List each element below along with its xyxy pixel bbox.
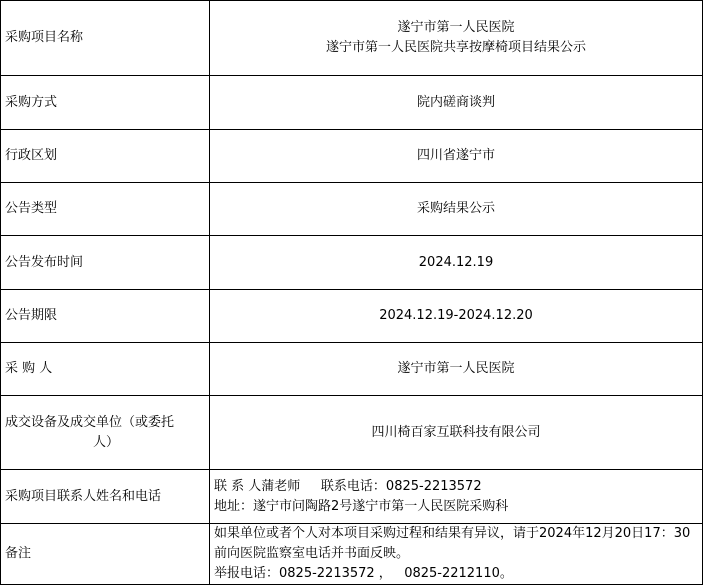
remarks-objection-text: 如果单位或者个人对本项目采购过程和结果有异议，请于2024年12月20日17：30前向医院监察室电话并书面反映。: [214, 526, 691, 561]
row-value-notice-type: 采购结果公示: [210, 183, 703, 236]
project-name-line-1: 遂宁市第一人民医院: [397, 20, 515, 35]
table-row: [1, 290, 703, 343]
row-value-project-name: [210, 1, 703, 76]
remarks-hotline: 举报电话：0825-2213572 ， 0825-2212110。: [214, 566, 513, 581]
row-label-region: 行政区划: [1, 130, 210, 183]
winning-supplier-label-line-1: 成交设备及成交单位（或委托: [5, 414, 175, 430]
row-value-publish-time: 2024.12.19: [210, 236, 703, 290]
table-row: [1, 1, 703, 76]
contact-line-1: 联 系 人蒲老师 联系电话：0825-2213572: [214, 478, 482, 494]
table-row: [1, 130, 703, 183]
row-label-contact: 采购项目联系人姓名和电话: [1, 470, 210, 524]
table-row: [1, 524, 703, 585]
table-row: [1, 396, 703, 470]
row-label-notice-period: 公告期限: [1, 290, 210, 343]
table-row: [1, 470, 703, 524]
row-value-region: 四川省遂宁市: [210, 130, 703, 183]
table-row: [1, 76, 703, 130]
row-label-publish-time: 公告发布时间: [1, 236, 210, 290]
row-value-contact: [210, 470, 703, 524]
row-value-remarks: [210, 524, 703, 585]
table-row: [1, 343, 703, 396]
contact-address-line: 地址：遂宁市问陶路2号遂宁市第一人民医院采购科: [214, 498, 509, 514]
table-row: [1, 236, 703, 290]
row-value-procurement-method: 院内磋商谈判: [210, 76, 703, 130]
table-row: [1, 183, 703, 236]
row-label-project-name: 采购项目名称: [1, 1, 210, 76]
row-value-winning-supplier: 四川椅百家互联科技有限公司: [210, 396, 703, 470]
row-value-notice-period: 2024.12.19-2024.12.20: [210, 290, 703, 343]
row-label-procurement-method: 采购方式: [1, 76, 210, 130]
row-label-purchaser: 采 购 人: [1, 343, 210, 396]
winning-supplier-label-line-2: 人）: [93, 434, 120, 450]
row-value-purchaser: 遂宁市第一人民医院: [210, 343, 703, 396]
row-label-notice-type: 公告类型: [1, 183, 210, 236]
row-label-winning-supplier: [1, 396, 210, 470]
project-name-line-2: 遂宁市第一人民医院共享按摩椅项目结果公示: [325, 40, 586, 55]
row-label-remarks: 备注: [1, 524, 210, 585]
